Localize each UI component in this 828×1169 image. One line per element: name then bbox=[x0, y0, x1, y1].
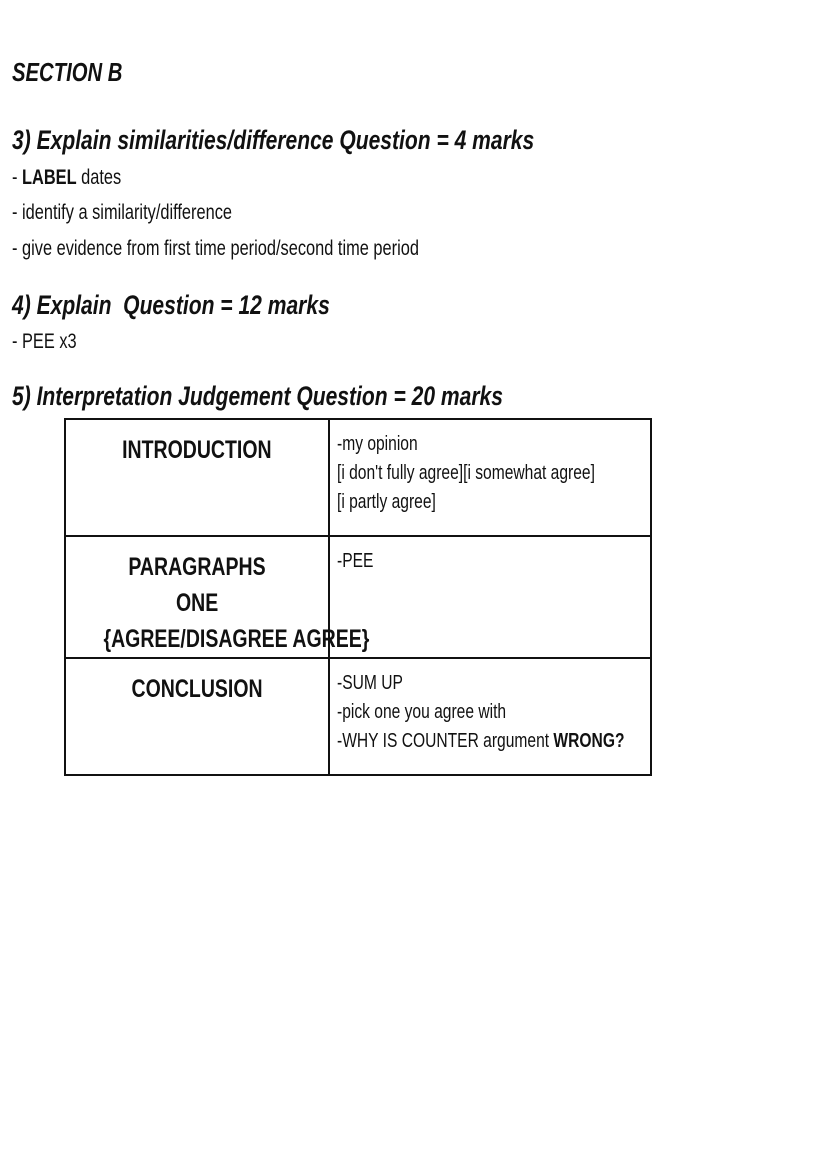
conclusion-heading-text: CONCLUSION bbox=[131, 675, 263, 703]
question-3-title bbox=[12, 124, 682, 156]
question-4-title bbox=[12, 289, 419, 321]
paragraphs-heading bbox=[66, 549, 328, 585]
conclusion-note-line-last bbox=[330, 727, 650, 756]
bullet-text: PEE x3 bbox=[22, 330, 77, 353]
question-3-title-text: 3) Explain similarities/difference Question = 4 marks bbox=[12, 125, 535, 155]
paragraphs-heading-one bbox=[66, 585, 328, 621]
q3-bullet-identify bbox=[12, 200, 294, 226]
intro-note-text: [i partly agree] bbox=[337, 491, 436, 513]
bullet-text: identify a similarity/difference bbox=[22, 201, 233, 224]
conclusion-note-bold: WRONG? bbox=[553, 730, 625, 752]
introduction-heading bbox=[66, 432, 328, 468]
intro-note-text: -my opinion bbox=[337, 433, 418, 455]
paragraphs-heading-one-text: ONE bbox=[175, 589, 219, 617]
question-5-title-text: 5) Interpretation Judgement Question = 20 marks bbox=[12, 381, 503, 411]
paragraphs-heading-agree-text: {AGREE/DISAGREE AGREE} bbox=[103, 625, 370, 653]
bullet-prefix: - bbox=[12, 330, 23, 353]
q3-bullet-label-dates bbox=[12, 165, 152, 191]
table-row-paragraphs bbox=[65, 536, 651, 658]
bullet-prefix: - bbox=[12, 201, 23, 224]
q3-bullet-evidence bbox=[12, 236, 534, 262]
table-row-conclusion bbox=[65, 658, 651, 775]
introduction-heading-cell bbox=[65, 419, 329, 536]
bullet-text: give evidence from first time period/second time period bbox=[22, 237, 419, 260]
intro-note-line bbox=[330, 459, 650, 488]
question-5-title bbox=[12, 380, 641, 412]
conclusion-notes-cell bbox=[329, 658, 651, 775]
conclusion-heading bbox=[66, 671, 328, 707]
paragraphs-heading-agree bbox=[66, 621, 370, 657]
question-4-title-text: 4) Explain Question = 12 marks bbox=[12, 290, 330, 320]
paragraphs-notes-cell bbox=[329, 536, 651, 658]
section-title bbox=[12, 56, 154, 88]
intro-note-line bbox=[330, 488, 650, 517]
intro-note-text: [i don't fully agree][i somewhat agree] bbox=[337, 462, 595, 484]
paragraph-note-text: -PEE bbox=[337, 550, 374, 572]
conclusion-heading-cell bbox=[65, 658, 329, 775]
paragraphs-heading-text: PARAGRAPHS bbox=[128, 553, 266, 581]
conclusion-note-text: -SUM UP bbox=[337, 672, 403, 694]
table-row-introduction bbox=[65, 419, 651, 536]
intro-note-line bbox=[330, 430, 650, 459]
conclusion-note-text: -WHY IS COUNTER argument bbox=[337, 730, 554, 752]
conclusion-note-line bbox=[330, 698, 650, 727]
section-title-text: SECTION B bbox=[12, 57, 123, 87]
conclusion-note-text: -pick one you agree with bbox=[337, 701, 507, 723]
essay-plan-table bbox=[64, 418, 652, 776]
paragraph-note-line bbox=[330, 547, 650, 576]
bullet-text: dates bbox=[76, 166, 122, 189]
bullet-prefix: - bbox=[12, 166, 23, 189]
bullet-prefix: - bbox=[12, 237, 23, 260]
q4-bullet-pee bbox=[12, 329, 95, 355]
bullet-bold-label: LABEL bbox=[22, 166, 77, 189]
introduction-heading-text: INTRODUCTION bbox=[122, 436, 272, 464]
conclusion-note-line bbox=[330, 669, 650, 698]
introduction-notes-cell bbox=[329, 419, 651, 536]
